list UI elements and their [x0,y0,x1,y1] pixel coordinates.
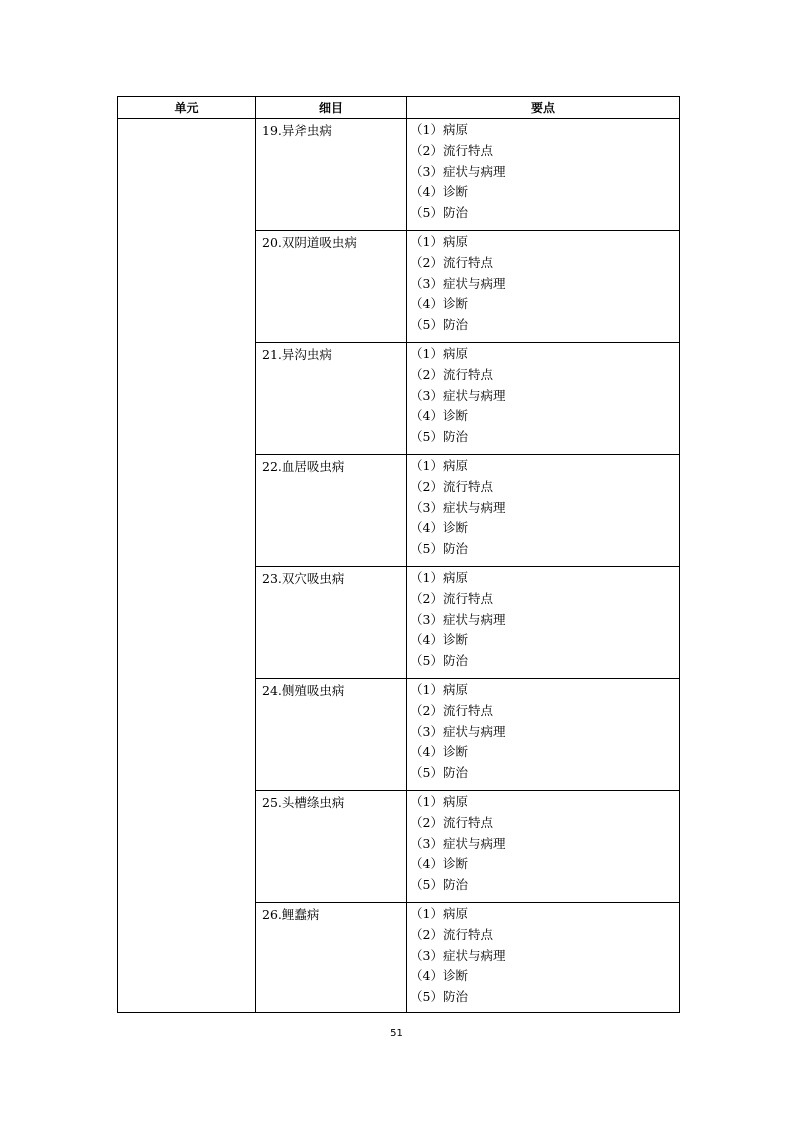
points-cell [407,231,680,343]
point-item: （4）诊断 [410,184,468,200]
point-item: （2）流行特点 [410,478,493,494]
point-item: （2）流行特点 [410,366,493,382]
points-cell [407,791,680,903]
point-item: （1）病原 [410,234,468,249]
point-item: （1）病原 [410,682,468,697]
point-item: （5）防治 [410,877,468,893]
item-cell: 23.双穴吸虫病 [256,567,407,679]
points-cell [407,679,680,791]
point-item: （5）防治 [410,205,468,221]
point-item: （3）症状与病理 [410,387,506,403]
point-item: （3）症状与病理 [410,275,506,291]
point-item: （3）症状与病理 [410,947,506,963]
item-cell: 22.血居吸虫病 [256,455,407,567]
point-item: （1）病原 [410,458,468,473]
point-item: （5）防治 [410,429,468,445]
point-item: （4）诊断 [410,296,468,312]
point-item: （4）诊断 [410,744,468,760]
unit-cell [118,119,256,1013]
point-item: （1）病原 [410,346,468,361]
points-cell [407,343,680,455]
point-item: （3）症状与病理 [410,499,506,515]
point-item: （1）病原 [410,794,468,809]
point-item: （3）症状与病理 [410,723,506,739]
item-cell: 24.侧殖吸虫病 [256,679,407,791]
point-item: （2）流行特点 [410,254,493,270]
point-item: （2）流行特点 [410,590,493,606]
item-cell: 20.双阴道吸虫病 [256,231,407,343]
points-cell [407,119,680,231]
point-item: （3）症状与病理 [410,835,506,851]
point-item: （4）诊断 [410,408,468,424]
point-item: （4）诊断 [410,856,468,872]
header-points: 要点 [407,97,680,119]
point-item: （1）病原 [410,906,468,921]
point-item: （5）防治 [410,541,468,557]
item-cell: 26.鲤蠢病 [256,903,407,1013]
item-cell: 21.异沟虫病 [256,343,407,455]
point-item: （3）症状与病理 [410,163,506,179]
page-number: 51 [390,1028,403,1039]
syllabus-table [117,96,680,1013]
header-unit: 单元 [118,97,256,119]
point-item: （5）防治 [410,653,468,669]
point-item: （3）症状与病理 [410,611,506,627]
point-item: （2）流行特点 [410,702,493,718]
point-item: （5）防治 [410,989,468,1005]
point-item: （4）诊断 [410,968,468,984]
point-item: （2）流行特点 [410,926,493,942]
point-item: （1）病原 [410,570,468,585]
point-item: （2）流行特点 [410,142,493,158]
point-item: （5）防治 [410,317,468,333]
points-cell [407,903,680,1013]
points-cell [407,455,680,567]
table-row [118,119,680,231]
item-cell: 19.异斧虫病 [256,119,407,231]
point-item: （4）诊断 [410,520,468,536]
point-item: （1）病原 [410,122,468,137]
point-item: （5）防治 [410,765,468,781]
item-cell: 25.头槽绦虫病 [256,791,407,903]
header-row [118,97,680,119]
point-item: （2）流行特点 [410,814,493,830]
points-cell [407,567,680,679]
header-item: 细目 [256,97,407,119]
point-item: （4）诊断 [410,632,468,648]
